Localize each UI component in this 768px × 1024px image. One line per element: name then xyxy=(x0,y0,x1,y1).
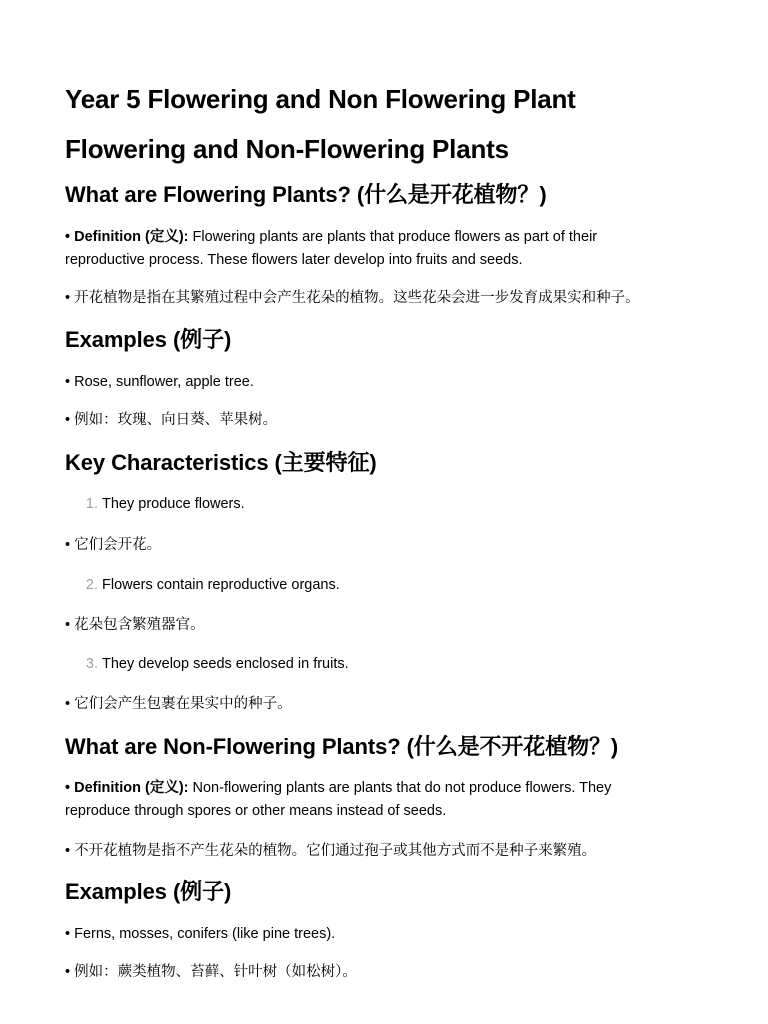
flowering-definition xyxy=(65,226,665,272)
definition-label: Definition (定义): xyxy=(74,229,189,245)
definition-text: Flowering plants are plants that produce flowers as part of their reproductive process. These flowers later develop into fruits and seeds. xyxy=(65,229,598,268)
list-number: 3. xyxy=(85,656,98,672)
characteristic-zh: • 它们会开花。 xyxy=(65,537,162,553)
characteristics-heading: Key Characteristics (主要特征) xyxy=(65,450,377,475)
document-title: Year 5 Flowering and Non Flowering Plant xyxy=(65,84,576,114)
list-number: 1. xyxy=(85,496,98,512)
characteristic-text: Flowers contain reproductive organs. xyxy=(102,577,340,593)
non-flowering-definition xyxy=(65,777,665,823)
section-title: Flowering and Non-Flowering Plants xyxy=(65,134,509,164)
characteristic-zh: • 花朵包含繁殖器官。 xyxy=(65,617,205,633)
characteristic-text: They develop seeds enclosed in fruits. xyxy=(102,656,349,672)
definition-text: Non-flowering plants are plants that do not produce flowers. They reproduce through spores or other means instead of seeds. xyxy=(65,780,612,819)
characteristic-zh: • 它们会产生包裹在果实中的种子。 xyxy=(65,696,292,712)
characteristic-item xyxy=(83,653,349,676)
list-number: 2. xyxy=(85,577,98,593)
flowering-examples-en: • Rose, sunflower, apple tree. xyxy=(65,374,254,390)
non-flowering-definition-zh: • 不开花植物是指不产生花朵的植物。它们通过孢子或其他方式而不是种子来繁殖。 xyxy=(65,843,597,859)
definition-label: Definition (定义): xyxy=(74,780,189,796)
flowering-examples-heading: Examples (例子) xyxy=(65,327,232,352)
non-flowering-examples-heading: Examples (例子) xyxy=(65,879,232,904)
definition-bullet: • xyxy=(65,780,71,796)
flowering-definition-zh: • 开花植物是指在其繁殖过程中会产生花朵的植物。这些花朵会进一步发育成果实和种子。 xyxy=(65,290,640,306)
non-flowering-examples-en: • Ferns, mosses, conifers (like pine trees). xyxy=(65,926,336,942)
flowering-heading: What are Flowering Plants? (什么是开花植物？) xyxy=(65,182,547,207)
flowering-examples-zh: • 例如：玫瑰、向日葵、苹果树。 xyxy=(65,412,278,428)
characteristic-item xyxy=(83,574,340,597)
non-flowering-heading: What are Non-Flowering Plants? (什么是不开花植物？) xyxy=(65,734,619,759)
characteristic-text: They produce flowers. xyxy=(102,496,245,512)
characteristic-item xyxy=(83,493,245,516)
definition-bullet: • xyxy=(65,229,71,245)
non-flowering-examples-zh: • 例如：蕨类植物、苔藓、针叶树（如松树）。 xyxy=(65,964,357,980)
